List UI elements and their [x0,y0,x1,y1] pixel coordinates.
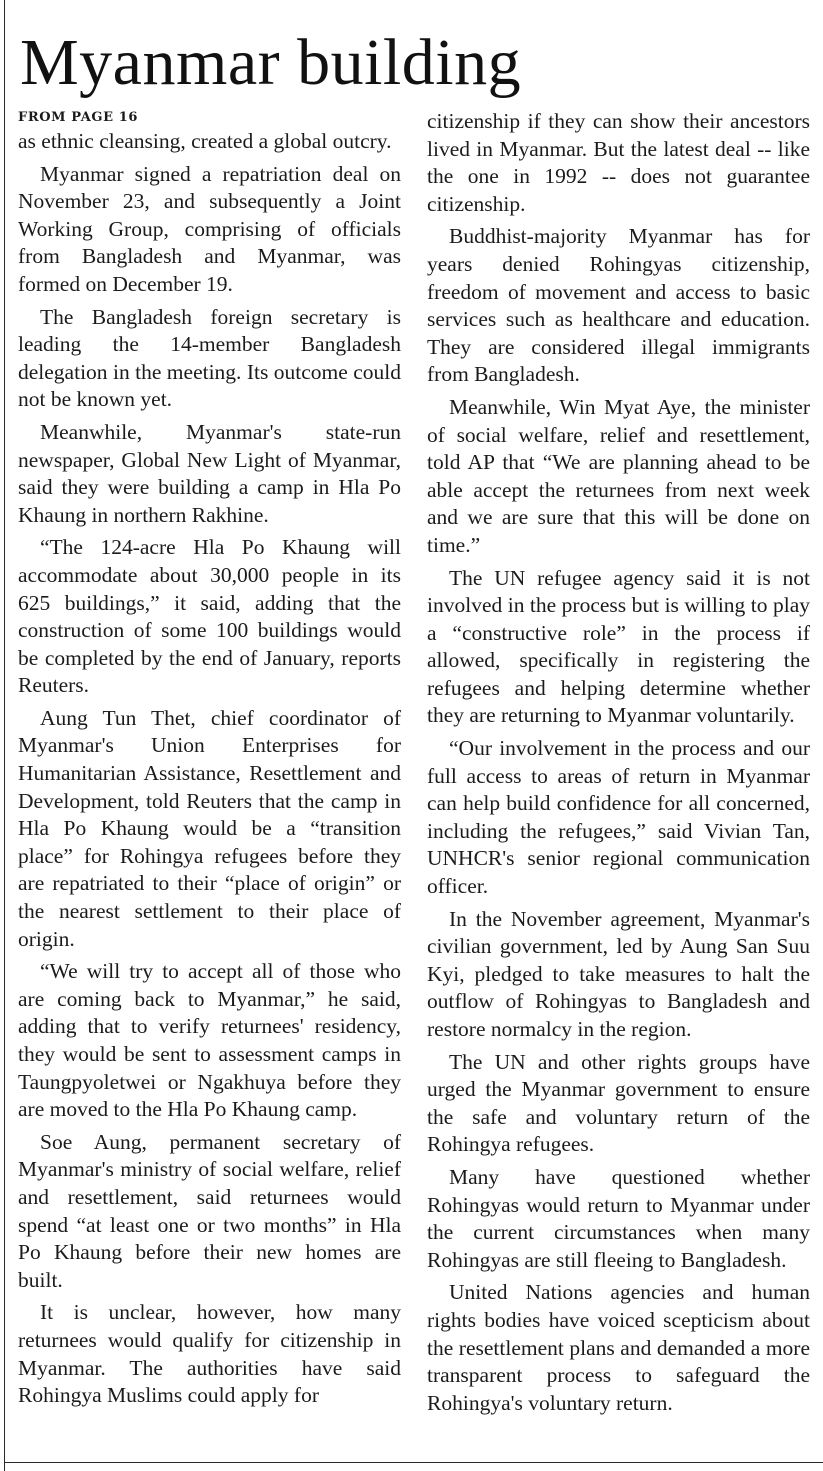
article-column-left [18,108,401,1415]
paragraph: Meanwhile, Win Myat Aye, the minister of social welfare, relief and resettlement, told AP that “We are planning ahead to be able accept the returnees from next week and we are sure that this will be done on time.” [427,394,810,557]
paragraph: Buddhist-majority Myanmar has for years denied Rohingyas citizenship, freedom of movement and access to basic services such as healthcare and education. They are considered illegal immigrants from Bangladesh. [427,224,810,387]
paragraph: “The 124-acre Hla Po Khaung will accommodate about 30,000 people in its 625 buildings,” it said, adding that the construction of some 100 buildings would be completed by the end of January, reports Reuters. [18,535,401,698]
paragraph: citizenship if they can show their ancestors lived in Myanmar. But the latest deal -- like the one in 1992 -- does not guarantee citizenship. [427,109,810,216]
paragraph: “Our involvement in the process and our full access to areas of return in Myanmar can help build confidence for all concerned, including the refugees,” said Vivian Tan, UNHCR's senior regional communication officer. [427,736,810,899]
paragraph: Many have questioned whether Rohingyas would return to Myanmar under the current circumstances when many Rohingyas are still fleeing to Bangladesh. [427,1164,810,1272]
paragraph: Meanwhile, Myanmar's state-run newspaper, Global New Light of Myanmar, said they were building a camp in Hla Po Khaung in northern Rakhine. [18,419,401,527]
paragraph: The UN and other rights groups have urged the Myanmar government to ensure the safe and voluntary return of the Rohingya refugees. [427,1049,810,1157]
paragraph: Soe Aung, permanent secretary of Myanmar's ministry of social welfare, relief and resettlement, said returnees would spend “at least one or two months” in Hla Po Khaung before their new homes are built. [18,1129,401,1292]
article-headline: Myanmar building [20,26,522,99]
paragraph: “We will try to accept all of those who are coming back to Myanmar,” he said, adding that to verify returnees' residency, they would be sent to assessment camps in Taungpyoletwei or Ngakhuya before they are moved to the Hla Po Khaung camp. [18,959,401,1122]
left-border-rule [4,0,5,1471]
paragraph: Aung Tun Thet, chief coordinator of Myanmar's Union Enterprises for Humanitarian Assistance, Resettlement and Development, told Reuters that the camp in Hla Po Khaung would be a “transition place” for Rohingya refugees before they are repatriated to their “place of origin” or the nearest settlement to their place of origin. [18,705,401,951]
article-column-right [427,108,810,1422]
continuation-kicker: FROM PAGE 16 [18,110,139,125]
paragraph: Myanmar signed a repatriation deal on November 23, and subsequently a Joint Working Group, comprising of officials from Bangladesh and Myanmar, was formed on December 19. [18,161,401,296]
paragraph: The UN refugee agency said it is not involved in the process but is willing to play a “constructive role” in the process if allowed, specifically in registering the refugees and helping determine whether they are returning to Myanmar voluntarily. [427,565,810,728]
paragraph: The Bangladesh foreign secretary is leading the 14-member Bangladesh delegation in the meeting. Its outcome could not be known yet. [18,304,401,412]
paragraph: It is unclear, however, how many returnees would qualify for citizenship in Myanmar. The authorities have said Rohingya Muslims could apply for [18,1300,401,1408]
paragraph: United Nations agencies and human rights bodies have voiced scepticism about the resettlement plans and demanded a more transparent process to safeguard the Rohingya's voluntary return. [427,1280,810,1415]
paragraph: as ethnic cleansing, created a global outcry. [18,129,392,153]
paragraph: In the November agreement, Myanmar's civilian government, led by Aung San Suu Kyi, pledged to take measures to halt the outflow of Rohingyas to Bangladesh and restore normalcy in the region. [427,906,810,1041]
bottom-border-rule [4,1462,823,1463]
